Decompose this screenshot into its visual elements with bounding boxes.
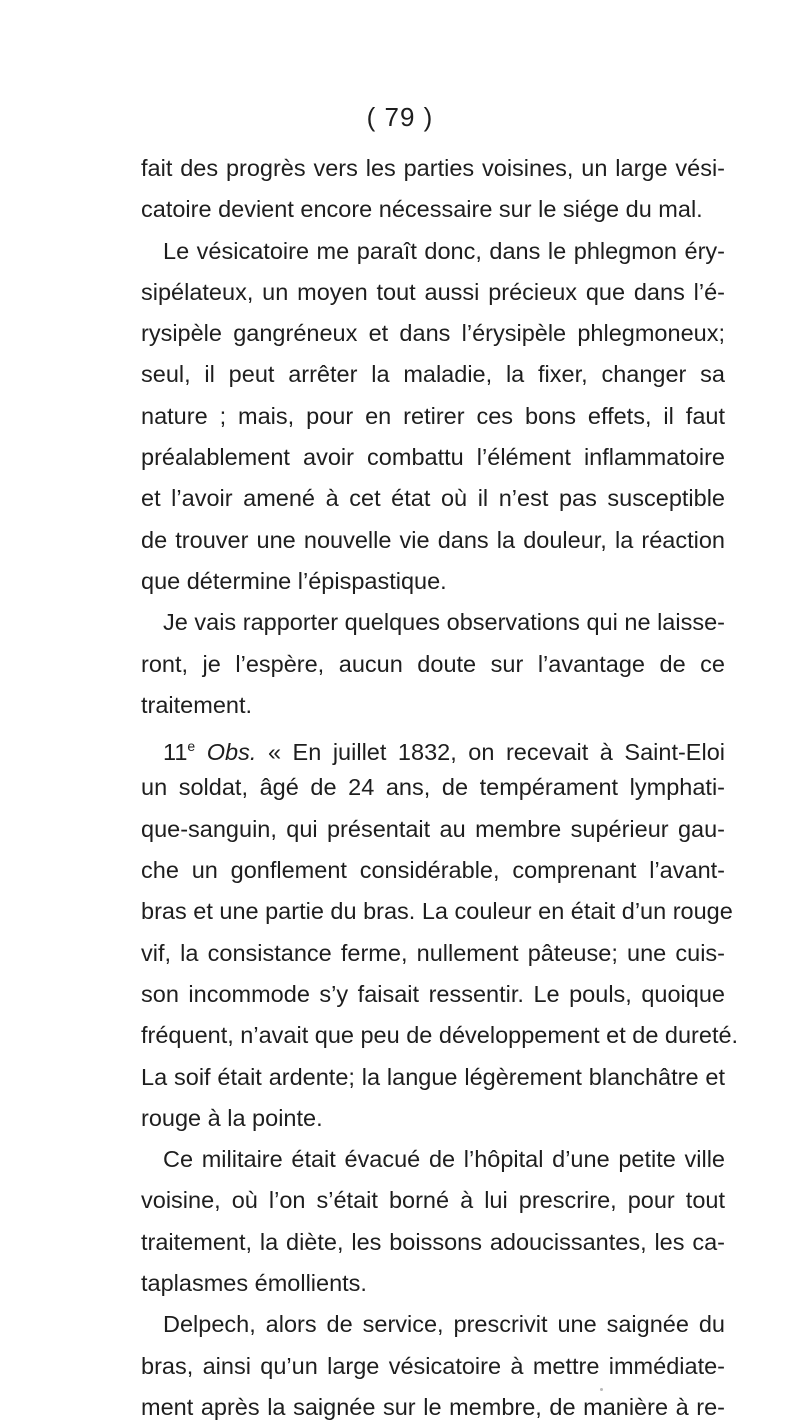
text-line: ront, je l’espère, aucun doute sur l’avantage de ce — [141, 650, 725, 677]
printing-mark — [600, 1388, 603, 1391]
text-line: sipélateux, un moyen tout aussi précieux que dans l’é- — [141, 278, 725, 305]
text-line: voisine, où l’on s’était borné à lui prescrire, pour tout — [141, 1187, 725, 1214]
text-line: rysipèle gangréneux et dans l’érysipèle phlegmoneux; — [141, 320, 725, 347]
text-line: catoire devient encore nécessaire sur le siége du mal. — [141, 196, 703, 223]
text-line: traitement, la diète, les boissons adoucissantes, les ca- — [141, 1228, 725, 1255]
text-line: vif, la consistance ferme, nullement pâteuse; une cuis- — [141, 939, 725, 966]
observation-text: « En juillet 1832, on recevait à Saint-Eloi — [267, 738, 725, 765]
text-line: un soldat, âgé de 24 ans, de tempérament lymphati- — [141, 774, 725, 801]
text-line: Le vésicatoire me paraît donc, dans le phlegmon éry- — [163, 237, 725, 264]
text-line: Ce militaire était évacué de l’hôpital d’une petite ville — [163, 1146, 725, 1173]
text-line: nature ; mais, pour en retirer ces bons effets, il faut — [141, 402, 725, 429]
text-line: son incommode s’y faisait ressentir. Le pouls, quoique — [141, 980, 725, 1007]
text-line: fréquent, n’avait que peu de développement et de dureté. — [141, 1022, 739, 1049]
observation-number: 11 — [163, 738, 188, 765]
observation-line — [141, 726, 725, 767]
text-line: fait des progrès vers les parties voisines, un large vési- — [141, 155, 725, 181]
body-text — [141, 148, 739, 1428]
text-line: bras et une partie du bras. La couleur en était d’un rouge — [141, 898, 733, 925]
text-line: ment après la saignée sur le membre, de manière à re- — [141, 1393, 725, 1420]
observation-abbreviation: Obs. — [206, 738, 257, 765]
text-line: de trouver une nouvelle vie dans la douleur, la réaction — [141, 526, 725, 553]
observation-superscript: e — [187, 738, 196, 755]
page-number: ( 79 ) — [366, 102, 434, 132]
text-line: et l’avoir amené à cet état où il n’est pas susceptible — [141, 485, 725, 512]
text-line: taplasmes émollients. — [141, 1270, 367, 1297]
text-line: Je vais rapporter quelques observations qui ne laisse- — [163, 609, 725, 636]
text-line: préalablement avoir combattu l’élément inflammatoire — [141, 444, 725, 471]
text-line: que détermine l’épispastique. — [141, 567, 447, 594]
text-line: Delpech, alors de service, prescrivit une saignée du — [163, 1311, 725, 1338]
text-line: bras, ainsi qu’un large vésicatoire à mettre immédiate- — [141, 1352, 725, 1379]
text-line: rouge à la pointe. — [141, 1104, 323, 1131]
text-line: traitement. — [141, 691, 253, 718]
text-line: che un gonflement considérable, comprenant l’avant- — [141, 857, 725, 884]
text-line: seul, il peut arrêter la maladie, la fixer, changer sa — [141, 361, 725, 388]
text-line: que-sanguin, qui présentait au membre supérieur gau- — [141, 815, 725, 842]
text-line: La soif était ardente; la langue légèrement blanchâtre et — [141, 1063, 725, 1090]
